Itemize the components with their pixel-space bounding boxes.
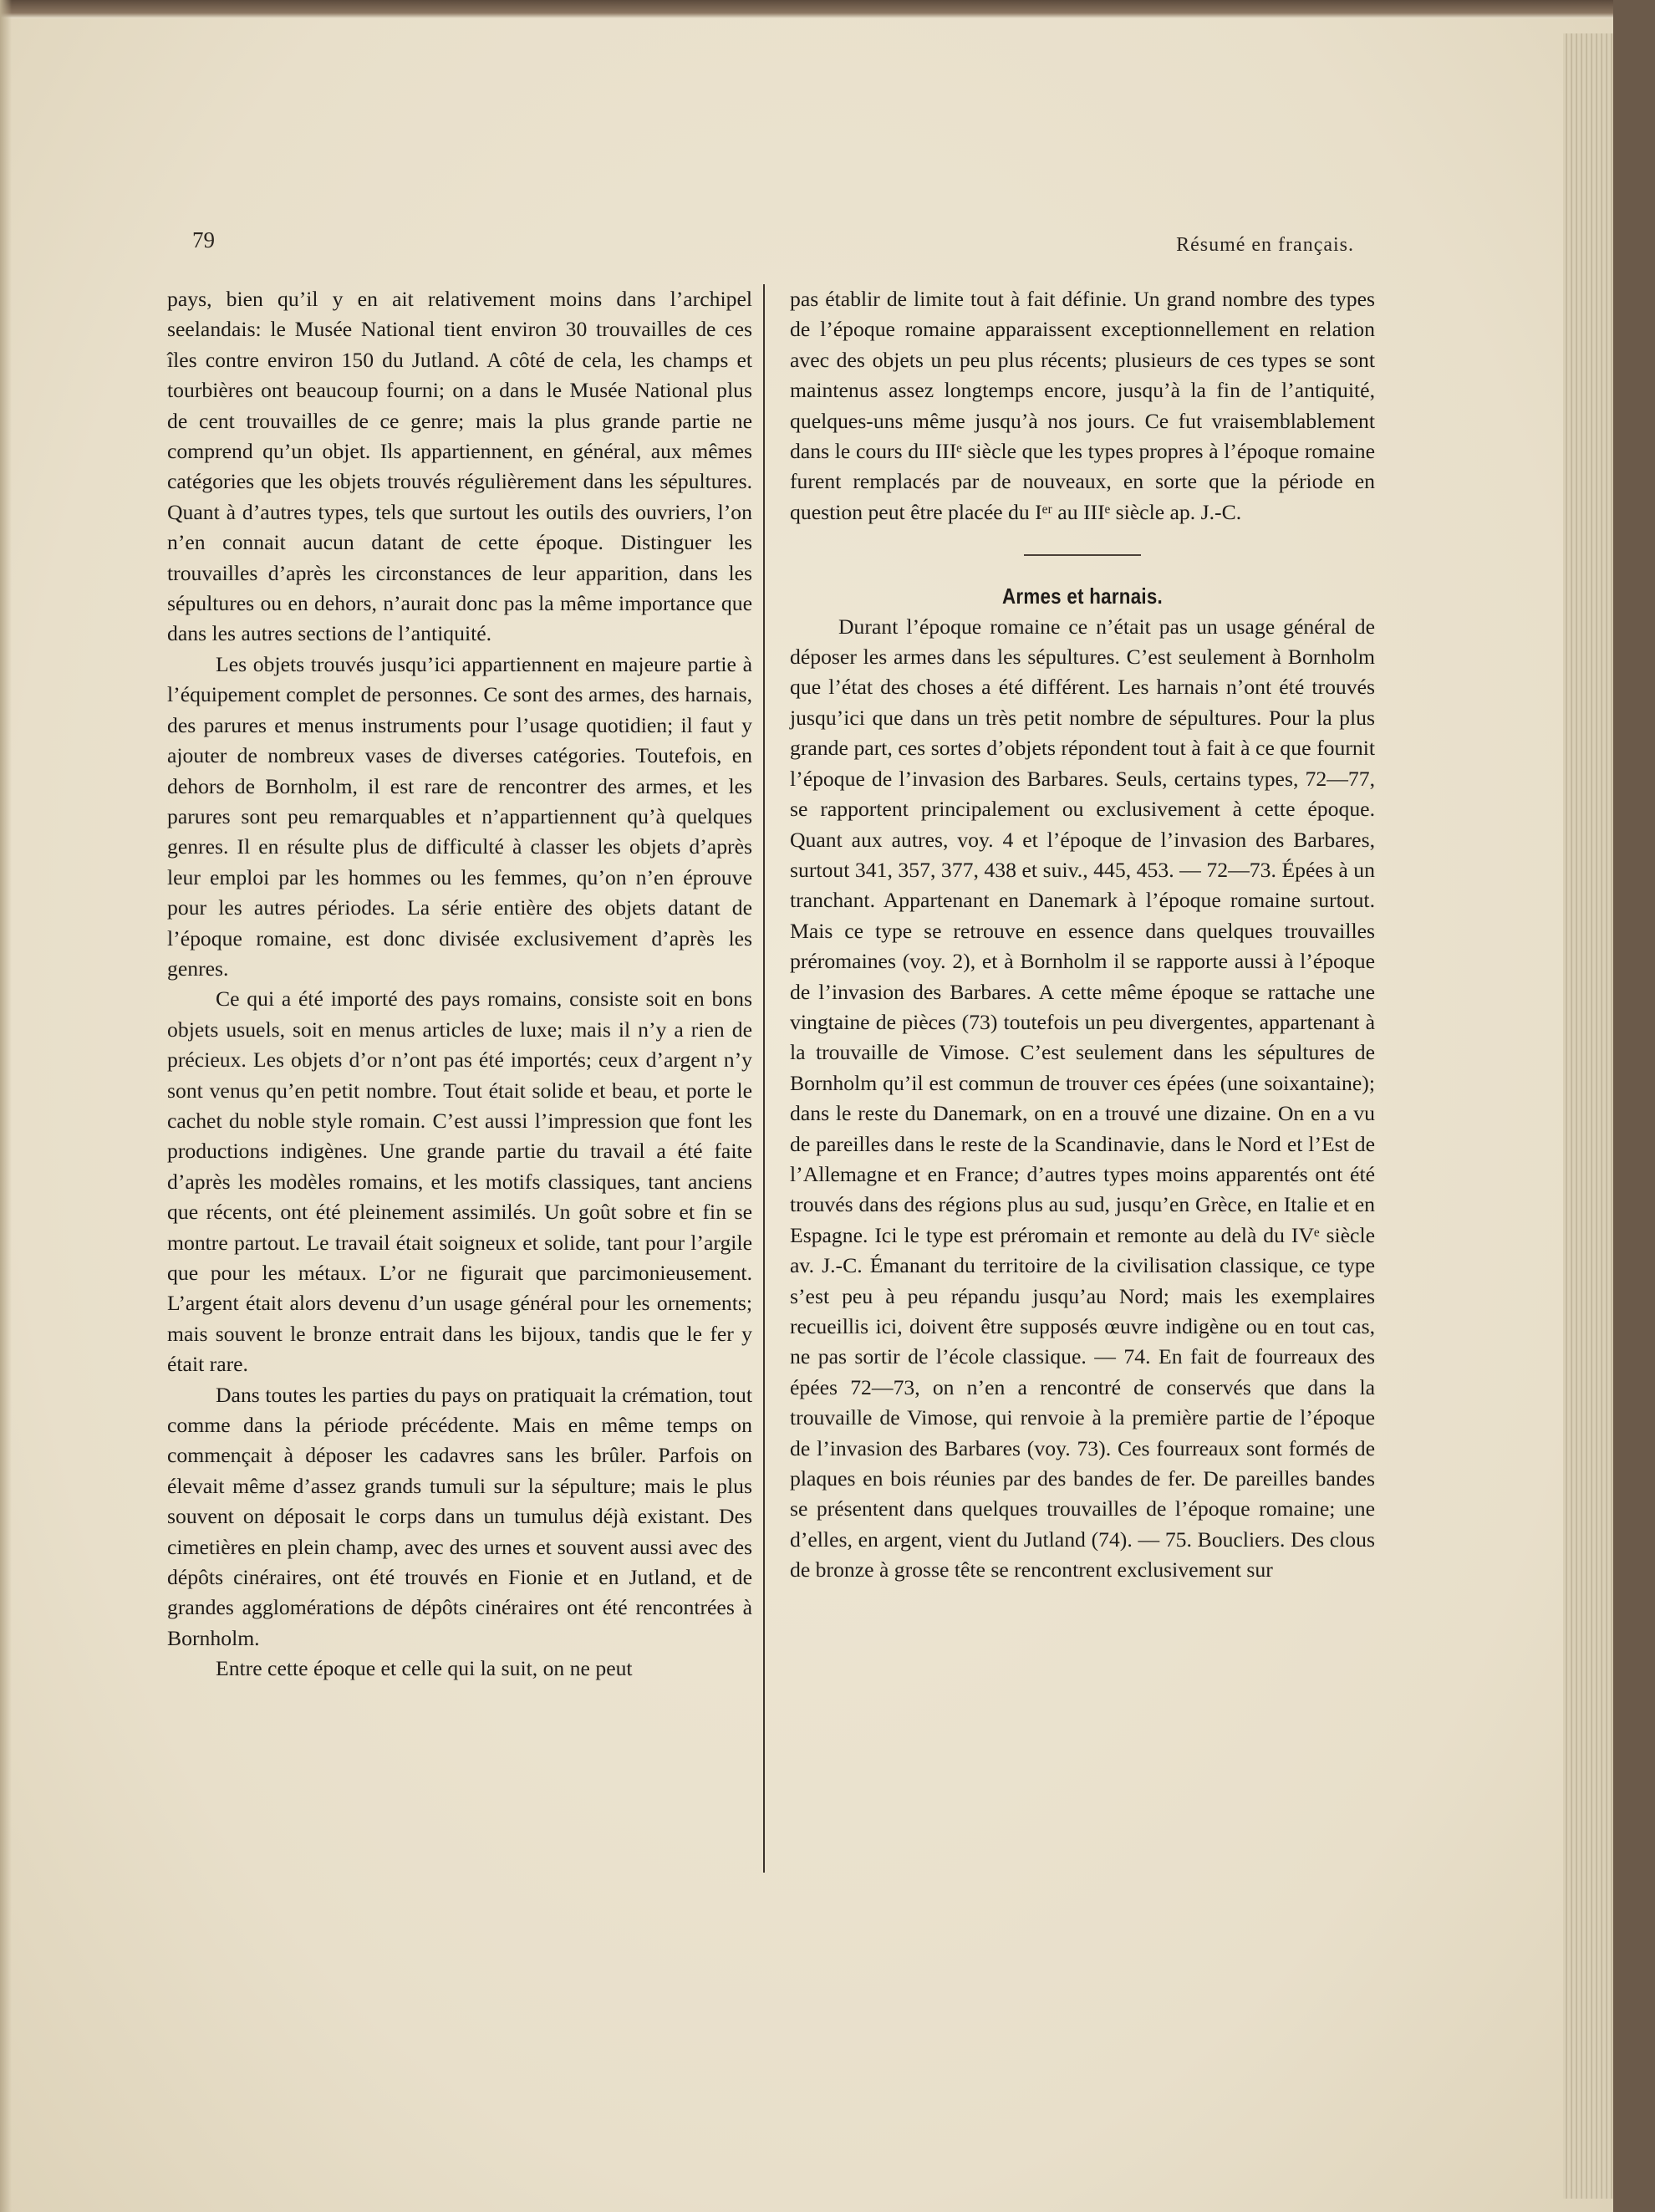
paragraph: Les objets trouvés jusqu’ici appartiennent en majeure partie à l’équipement complet de personnes. Ce sont des armes, des harnais, des parures et menus instruments pour l’usage quotidien; il faut y ajouter de nombreux vases de diverses catégories. Toutefois, en dehors de Bornholm, il est rare de rencontrer des armes, et les parures sont peu remarquables et n’appartiennent qu’à quelques genres. Il en résulte plus de difficulté à classer les objets d’après leur emploi par les hommes ou les femmes, qu’on n’en éprouve pour les autres périodes. La série entière des objets datant de l’époque romaine, est donc divisée exclusivement d’après les genres.	[167, 651, 752, 981]
page-number: 79	[192, 227, 215, 252]
section-body: Durant l’époque romaine ce n’était pas un usage général de déposer les armes dans les sépultures. C’est seulement à Bornholm que l’état des choses a été différent. Les harnais n’ont été trouvés jusqu’ici que dans un très petit nombre de sépultures. Pour la plus grande part, ces sortes d’objets répondent tout à fait à ce que fournit l’époque de l’invasion des Barbares. Seuls, certains types, 72—77, se rapportent principalement ou exclusivement à cette époque. Quant aux autres, voy. 4 et l’époque de l’invasion des Barbares, surtout 341, 357, 377, 438 et suiv., 445, 453. — 72—73. Épées à un tranchant. Appartenant en Danemark à l’époque romaine surtout. Mais ce type se retrouve en essence dans quelques trouvailles préromaines (voy. 2), et à Bornholm il se rapporte aussi à l’époque de l’invasion des Barbares. A cette même époque se rattache une vingtaine de pièces (73) toutefois un peu divergentes, appartenant à la trouvaille de Vimose. C’est seulement dans les sépultures de Bornholm qu’il est commun de trouver ces épées (une soixantaine); dans le reste du Danemark, on en a trouvé une dizaine. On en a vu de pareilles dans le reste de la Scandinavie, dans le Nord et l’Est de l’Allemagne et en France; d’autres types moins apparentés ont été trouvés dans des régions plus au sud, jusqu’en Grèce, en Italie et en Espagne. Ici le type est préromain et remonte au delà du IVᵉ siècle av. J.-C. Émanant du territoire de la civilisation classique, ce type s’est peu à peu répandu jusqu’au Nord; mais les exemplaires recueillis ici, doivent être supposés œuvre indigène ou en tout cas, ne pas sortir de l’école classique. — 74. En fait de fourreaux des épées 72—73, on n’en a rencontré de conservés que dans la trouvaille de Vimose, qui renvoie à la première partie de l’époque de l’invasion des Barbares (voy. 73). Ces fourreaux sont formés de plaques en bois réunies par des bandes de fer. De pareilles bandes se présentent dans quelques trouvailles de l’époque romaine; une d’elles, en argent, vient du Jutland (74). — 75. Boucliers. Des clous de bronze à grosse tête se rencontrent exclusivement sur	[790, 614, 1375, 1583]
paragraph: Ce qui a été importé des pays romains, consiste soit en bons objets usuels, soit en menus articles de luxe; mais il n’y a rien de précieux. Les objets d’or n’ont pas été importés; ceux d’argent n’y sont venus qu’en petit nombre. Tout était solide et beau, et porte le cachet du noble style romain. C’est aussi l’impression que font les productions indigènes. Une grande partie du travail a été faite d’après les modèles romains, et les motifs classiques, tant anciens que récents, ont été pleinement assimilés. Un goût sobre et fin se montre partout. Le travail était soigneux et solide, tant pour l’argile que pour les métaux. L’or ne figurait que parcimonieusement. L’argent était alors devenu d’un usage général pour les ornements; mais souvent le bronze entrait dans les bijoux, tandis que le fer y était rare.	[167, 986, 752, 1377]
paragraph-continuation: pas établir de limite tout à fait définie. Un grand nombre des types de l’époque romaine apparaissent exceptionnellement en relation avec des objets un peu plus récents; plusieurs de ces types se sont maintenus assez longtemps encore, jusqu’à la fin de l’antiquité, quelques-uns même jusqu’à nos jours. Ce fut vraisemblablement dans le cours du IIIᵉ siècle que les types propres à l’époque romaine furent remplacés par de nouveaux, en sorte que la période en question peut être placée du Iᵉʳ au IIIᵉ siècle ap. J.-C.	[790, 287, 1375, 524]
section-title: Armes et harnais.	[1001, 584, 1164, 609]
column-divider	[763, 284, 765, 1873]
left-column	[167, 284, 752, 1684]
right-column	[790, 284, 1375, 1586]
section-separator	[1024, 554, 1141, 556]
gutter-shadow	[0, 0, 12, 2212]
page-header	[192, 227, 1354, 261]
book-binding-edge	[0, 0, 1613, 18]
page-stack-edge	[1563, 33, 1613, 2199]
paragraph: Entre cette époque et celle qui la suit, on ne peut	[216, 1656, 633, 1681]
paragraph: Dans toutes les parties du pays on pratiquait la crémation, tout comme dans la période précédente. Mais en même temps on commençait à déposer les cadavres sans les brûler. Parfois on élevait même d’assez grands tumuli sur la sépulture; mais le plus souvent on déposait le corps dans un tumulus déjà existant. Des cimetières en plein champ, avec des urnes et souvent aussi avec des dépôts cinéraires, ont été trouvés en Fionie et en Jutland, et de grandes agglomérations de dépôts cinéraires ont été rencontrées à Bornholm.	[167, 1382, 752, 1650]
running-head: Résumé en français.	[1176, 234, 1354, 256]
paragraph: pays, bien qu’il y en ait relativement moins dans l’archipel seelandais: le Musée National tient environ 30 trouvailles de ces îles contre environ 150 du Jutland. A côté de cela, les champs et tourbières ont beaucoup fourni; on a dans le Musée National plus de cent trouvailles de ce genre; mais la plus grande partie ne comprend qu’un objet. Ils appartiennent, en général, aux mêmes catégories que les objets trouvés régulièrement dans les sépultures. Quant à d’autres types, tels que surtout les outils des ouvriers, l’on n’en connait aucun datant de cette époque. Distinguer les trouvailles d’après les circonstances de leur apparition, dans les sépultures ou en dehors, n’aurait donc pas la même importance que dans les autres sections de l’antiquité.	[167, 287, 752, 646]
